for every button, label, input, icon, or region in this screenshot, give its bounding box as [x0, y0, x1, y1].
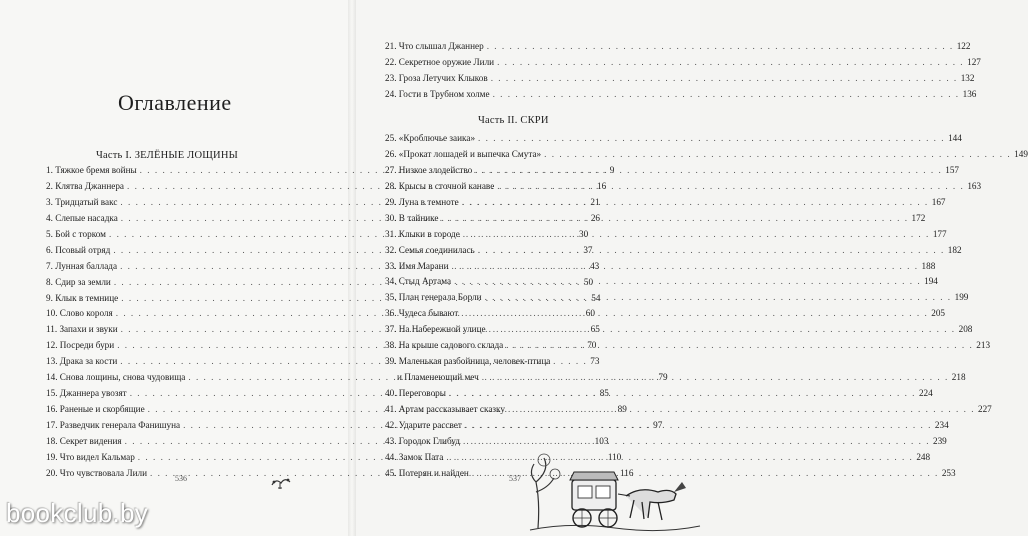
toc-entry-page: 9 — [609, 165, 615, 175]
toc-entry-page: 132 — [960, 72, 975, 83]
toc-entry-title: 14. Снова лощины, снова чудовища — [46, 372, 186, 383]
toc-entry — [385, 324, 973, 340]
toc-entry-page: 110 — [607, 451, 622, 462]
leader-dots — [449, 388, 916, 398]
toc-entry — [385, 180, 982, 197]
toc-entry-title-continued: и Пламенеющий меч — [397, 372, 479, 383]
toc-entry-page: 199 — [954, 292, 969, 303]
toc-entry-page: 149 — [1014, 148, 1028, 159]
leader-dots — [487, 41, 954, 51]
toc-entry-title: 25. «Кроблючье заика» — [385, 133, 476, 143]
toc-entry-page: 89 — [617, 404, 627, 415]
watermark-text: bookclub.by — [6, 498, 149, 528]
toc-list-right-top — [385, 41, 981, 105]
toc-entry — [385, 404, 992, 420]
leader-dots — [441, 213, 908, 223]
toc-entry-page: 127 — [967, 56, 981, 67]
leader-dots — [508, 404, 975, 414]
toc-entry — [385, 212, 926, 229]
toc-entry-page: 85 — [599, 388, 609, 399]
toc-entry-title: 45. Потерян и найден — [385, 467, 469, 478]
toc-entry-page: 182 — [947, 244, 962, 255]
toc-entry-page: 54 — [591, 292, 601, 303]
toc-entry-title: 1. Тяжкое бремя войны — [46, 165, 137, 175]
toc-entry-page: 227 — [977, 404, 992, 415]
toc-entry-title: 23. Гроза Летучих Клыков — [385, 72, 488, 83]
toc-entry-title: 7. Лунная баллада — [46, 260, 118, 271]
page-number-right: 537 — [509, 474, 521, 483]
toc-entry — [385, 133, 962, 149]
part-two-title: Часть II. СКРИ — [478, 115, 549, 126]
leader-dots — [497, 57, 964, 67]
toc-entry-title: 39. Маленькая разбойница, человек-птица — [385, 356, 551, 367]
toc-entry-page: 116 — [620, 467, 634, 478]
horse-carriage-illustration — [530, 452, 700, 536]
leader-dots — [497, 181, 964, 191]
toc-entry-title: 32. Семья соединилась — [385, 244, 475, 255]
toc-entry-title: 16. Раненые и скорбящие — [46, 404, 145, 415]
toc-entry — [385, 260, 936, 277]
leader-dots — [489, 324, 956, 334]
toc-entry — [385, 244, 962, 261]
toc-entry-page: 248 — [916, 451, 931, 462]
toc-entry-title: 4. Слепые насадка — [46, 212, 118, 223]
toc-entry-title: 34. Стыд Артама — [385, 276, 452, 287]
toc-entry-page: 157 — [945, 164, 960, 175]
toc-entry-title: 8. Сдир за земли — [46, 276, 111, 287]
toc-entry-title: 24. Гости в Трубном холме — [385, 88, 490, 99]
toc-entry-title: 40. Переговоры — [385, 388, 446, 399]
toc-entry-title: 2. Клятва Джаннера — [46, 180, 125, 191]
toc-entry-page: 208 — [958, 324, 973, 335]
toc-entry-title: 12. Посреди бури — [46, 340, 115, 351]
toc-entry-page: 43 — [590, 260, 600, 271]
toc-entry-page: 136 — [962, 88, 977, 99]
toc-entry-title: 37. На Набережной улице — [385, 324, 486, 335]
toc-entry-page: 73 — [590, 356, 600, 367]
contents-title: Оглавление — [118, 90, 232, 115]
leader-dots — [482, 372, 949, 382]
toc-entry — [385, 56, 981, 73]
leader-dots — [506, 340, 973, 350]
page-number-left: 536 — [175, 474, 187, 483]
toc-entry-title: 35. План генерала Борли — [385, 292, 482, 303]
toc-entry-page: 21 — [590, 196, 600, 207]
toc-entry — [385, 276, 938, 292]
toc-entry-page: 218 — [951, 372, 966, 383]
toc-entry-title: 26. «Прокат лошадей и выпечка Смута» — [385, 148, 542, 159]
toc-entry-title: 41. Артам рассказывает сказку — [385, 404, 505, 415]
toc-entry-page: 253 — [941, 467, 956, 478]
toc-entry-title: 22. Секретное оружие Лили — [385, 56, 495, 67]
leader-dots — [463, 436, 930, 446]
toc-entry-page: 234 — [934, 420, 949, 430]
toc-entry-title: 36. Чудеса бывают — [385, 308, 459, 319]
toc-entry — [385, 72, 975, 89]
toc-entry-page: 60 — [585, 308, 595, 319]
toc-entry-title: 15. Джаннера увозят — [46, 388, 127, 399]
toc-entry — [385, 41, 971, 57]
toc-entry-title: 6. Псовый отряд — [46, 244, 111, 255]
toc-entry-page: 177 — [932, 228, 947, 239]
toc-entry-page: 188 — [921, 260, 936, 271]
toc-entry — [385, 228, 947, 245]
toc-entry-page: 194 — [924, 276, 938, 287]
toc-entry-page: 172 — [911, 212, 926, 223]
toc-entry-title: 18. Секрет видения — [46, 435, 122, 446]
toc-entry — [385, 308, 946, 324]
toc-entry-page: 144 — [948, 133, 962, 143]
toc-entry-title: 19. Что видел Кальмар — [46, 451, 135, 462]
leader-dots — [478, 245, 945, 255]
leader-dots — [465, 420, 932, 430]
leader-dots — [491, 73, 958, 83]
toc-entry-page: 205 — [931, 308, 946, 319]
toc-entry-page: 16 — [597, 180, 607, 191]
toc-entry-page: 122 — [956, 41, 971, 51]
toc-entry-page: 213 — [976, 340, 991, 351]
leader-dots — [462, 197, 929, 207]
toc-entry — [385, 340, 991, 356]
leader-dots — [452, 261, 919, 271]
leader-dots — [463, 229, 930, 239]
toc-entry-page: 37 — [583, 244, 593, 255]
toc-entry-title: 10. Слово короля — [46, 308, 113, 319]
toc-entry — [385, 196, 946, 213]
toc-entry — [385, 388, 933, 404]
toc-entry — [385, 88, 977, 105]
toc-entry-page: 163 — [967, 180, 982, 191]
toc-entry-title: 3. Тридцатый вакс — [46, 196, 118, 207]
leader-dots — [478, 133, 945, 143]
leader-dots — [454, 276, 921, 286]
toc-entry-title: 43. Городок Глибуд — [385, 435, 460, 446]
toc-entry-title: 17. Разведчик генерала Фанишуна — [46, 420, 181, 430]
toc-entry — [385, 164, 960, 181]
toc-entry-page: 79 — [658, 372, 668, 383]
toc-entry-title: 11. Запахи и звуки — [46, 324, 118, 335]
toc-entry — [385, 148, 1028, 165]
part-one-title: Часть I. ЗЕЛЁНЫЕ ЛОЩИНЫ — [96, 150, 238, 161]
toc-entry-page: 65 — [590, 324, 600, 335]
toc-entry-page: 103 — [594, 435, 609, 446]
toc-entry-title: 44. Замок Пата — [385, 451, 444, 462]
toc-entry — [385, 435, 947, 452]
toc-entry-title: 5. Бой с торком — [46, 228, 106, 239]
leader-dots — [461, 308, 928, 318]
toc-entry-title: 38. На крыше садового склада — [385, 340, 504, 351]
toc-entry-page: 50 — [583, 276, 594, 287]
leaf-ornament-icon — [270, 476, 292, 490]
toc-entry — [385, 292, 969, 308]
toc-entry-title: 21. Что слышал Джаннер — [385, 41, 484, 51]
toc-entry-page: 30 — [578, 228, 589, 239]
leader-dots — [544, 149, 1011, 159]
toc-entry-title: 27. Низкое злодейство — [385, 164, 473, 175]
toc-entry-title: 31. Клыки в городе — [385, 228, 460, 239]
toc-entry-title: 30. В тайнике — [385, 212, 439, 223]
toc-entry-page: 26 — [590, 212, 600, 223]
toc-entry-title: 9. Клык в темнице — [46, 292, 119, 303]
leader-dots — [493, 89, 960, 99]
toc-entry-title: 29. Луна в темноте — [385, 196, 459, 207]
leader-dots — [475, 165, 942, 175]
toc-entry-page: 224 — [918, 388, 933, 399]
toc-entry-page: 70 — [587, 340, 597, 351]
toc-entry-page: 97 — [653, 420, 663, 430]
toc-entry-title: 33. Имя Марани — [385, 260, 449, 271]
toc-entry-title: 13. Драка за кости — [46, 356, 118, 367]
toc-entry-page: 239 — [932, 435, 947, 446]
toc-entry-page: 167 — [931, 196, 946, 207]
toc-entry-title: 28. Крысы в сточной канаве — [385, 180, 495, 191]
toc-entry-title: 20. Что чувствовала Лили — [46, 467, 147, 478]
toc-entry-title: 42. Ударите рассвет — [385, 420, 462, 430]
leader-dots — [485, 292, 952, 302]
